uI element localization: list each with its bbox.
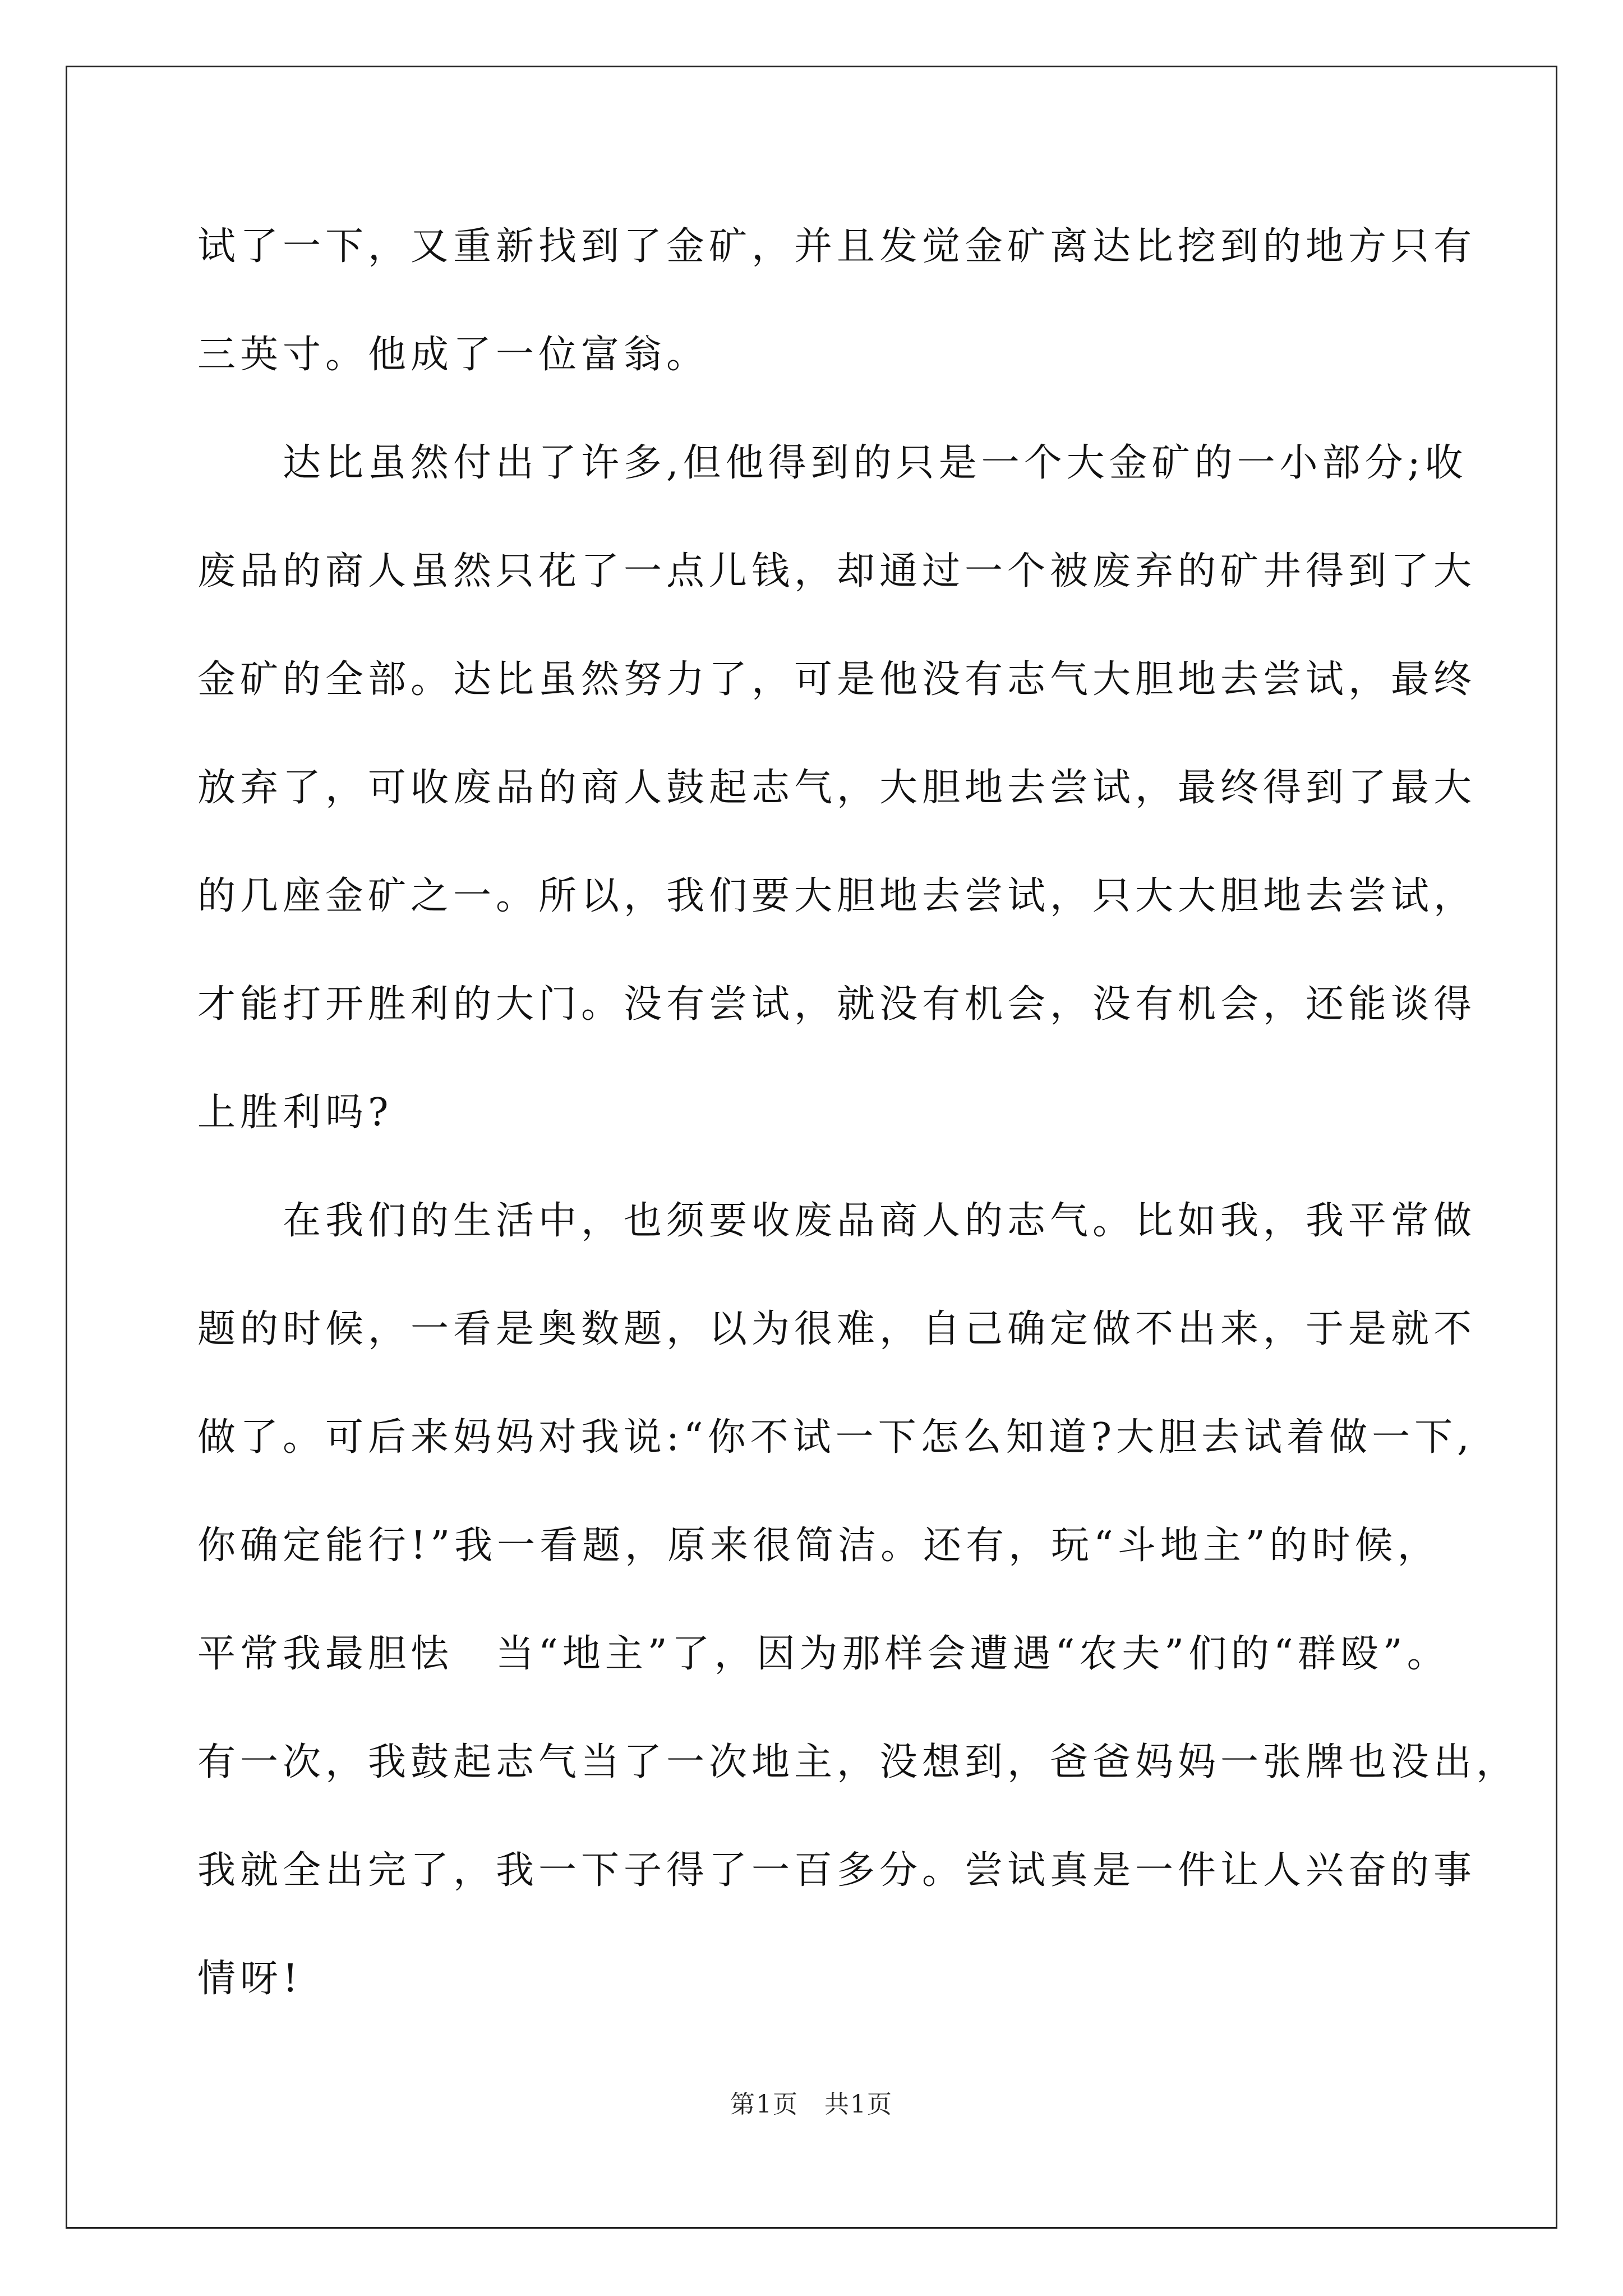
text-line: 我就全出完了，我一下子得了一百多分。尝试真是一件让人兴奋的事 xyxy=(197,1848,1477,1893)
document-body xyxy=(197,213,1519,2054)
page-number-footer: 第1页 共1页 xyxy=(730,2090,893,2119)
text-line: 上胜利吗? xyxy=(197,1091,393,1135)
text-line: 有一次，我鼓起志气当了一次地主，没想到，爸爸妈妈一张牌也没出， xyxy=(197,1740,1519,1784)
text-line: 题的时候，一看是奥数题，以为很难，自己确定做不出来，于是就不 xyxy=(197,1307,1477,1351)
text-line: 的几座金矿之一。所以，我们要大胆地去尝试，只大大胆地去尝试， xyxy=(197,874,1477,918)
text-line: 试了一下，又重新找到了金矿，并且发觉金矿离达比挖到的地方只有 xyxy=(197,224,1477,269)
text-line: 才能打开胜利的大门。没有尝试，就没有机会，没有机会，还能谈得 xyxy=(197,982,1477,1027)
text-line: 金矿的全部。达比虽然努力了，可是他没有志气大胆地去尝试，最终 xyxy=(197,657,1477,702)
text-line: 平常我最胆怯 当“地主”了，因为那样会遭遇“农夫”们的“群殴”。 xyxy=(197,1632,1450,1676)
text-line: 放弃了，可收废品的商人鼓起志气，大胆地去尝试，最终得到了最大 xyxy=(197,766,1477,810)
text-line: 做了。可后来妈妈对我说:“你不试一下怎么知道?大胆去试着做一下, xyxy=(197,1415,1474,1460)
text-line: 三英寸。他成了一位富翁。 xyxy=(197,333,709,377)
text-line: 废品的商人虽然只花了一点儿钱，却通过一个被废弃的矿井得到了大 xyxy=(197,549,1477,593)
text-line: 情呀! xyxy=(197,1957,303,2001)
text-line: 达比虽然付出了许多,但他得到的只是一个大金矿的一小部分;收 xyxy=(197,441,1468,485)
text-line: 在我们的生活中，也须要收废品商人的志气。比如我，我平常做 xyxy=(197,1199,1477,1243)
text-line: 你确定能行!”我一看题，原来很简洁。还有，玩“斗地主”的时候， xyxy=(197,1524,1440,1568)
